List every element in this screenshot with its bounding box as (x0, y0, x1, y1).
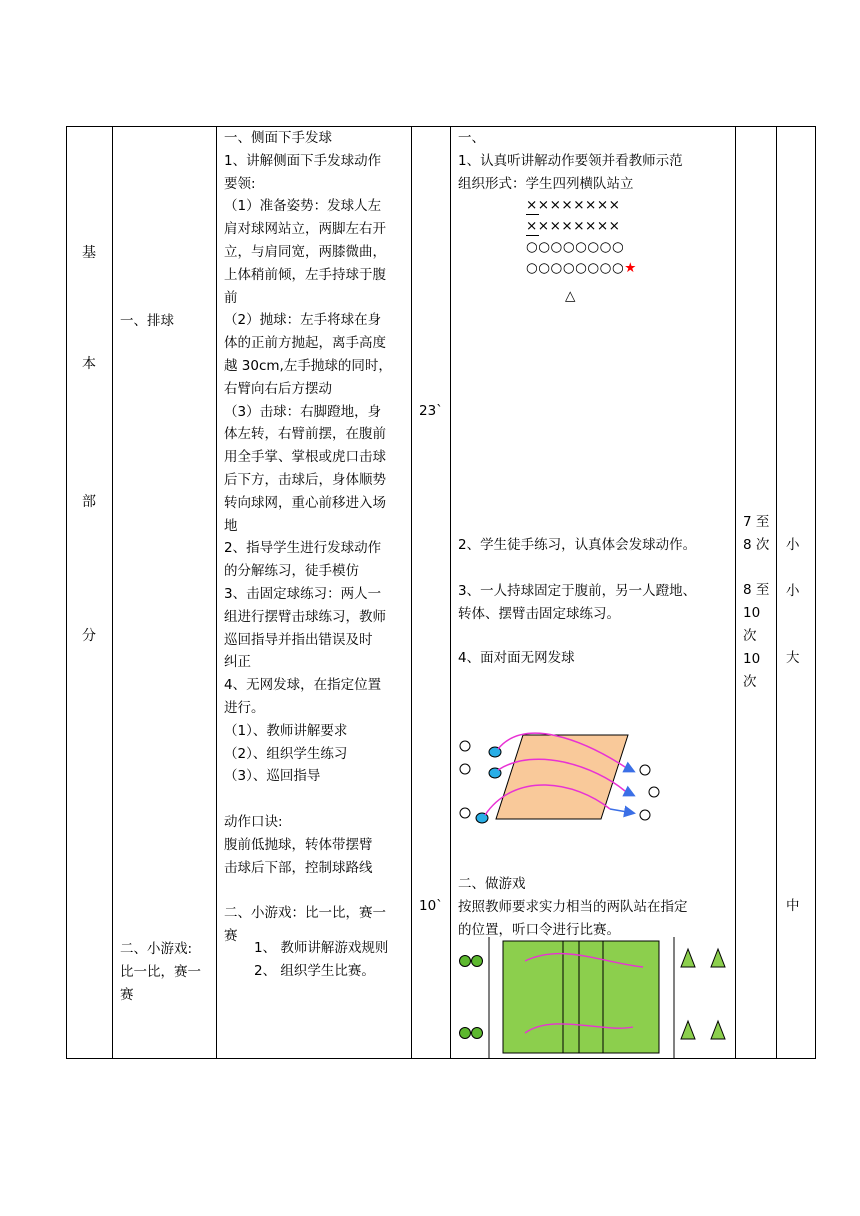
rep-line: 10 (743, 650, 761, 667)
repetitions (743, 511, 775, 693)
player-circle (640, 765, 650, 775)
rep-line: 7 至 (743, 514, 770, 530)
teacher-line (224, 788, 409, 811)
teacher-line: （1）准备姿势：发球人左 (224, 198, 382, 215)
teacher-line: （1）、教师讲解要求 (224, 722, 348, 739)
team-triangle (711, 1021, 725, 1039)
teacher-line: 的分解练习，徒手模仿 (224, 563, 359, 580)
team-player (460, 956, 471, 967)
game-steps (224, 937, 388, 983)
rep-line: 8 次 (743, 536, 770, 553)
part-label-column (67, 127, 112, 1058)
intensity: 小 (786, 537, 800, 553)
teacher-line (224, 879, 409, 902)
rep-line: 10 (743, 605, 761, 622)
teacher-line: 二、小游戏：比一比，赛一 (224, 905, 386, 922)
teacher-line: 1、讲解侧面下手发球动作 (224, 152, 382, 169)
intensity: 小 (786, 583, 800, 599)
team-triangle (711, 949, 725, 967)
intensity: 中 (786, 898, 800, 914)
content-title-game (120, 938, 201, 1006)
student-line: 1、认真听讲解动作要领并看教师示范 (458, 152, 683, 169)
intensity: 大 (786, 650, 800, 666)
rep-line: 次 (743, 627, 757, 644)
teacher-line: 地 (224, 517, 238, 534)
teacher-line: （3）击球：右脚蹬地，身 (224, 403, 382, 420)
teacher-line: 立，与肩同宽，两膝微曲， (224, 243, 386, 260)
game-description (458, 873, 688, 941)
teacher-line: 用全手掌、掌根或虎口击球 (224, 449, 386, 466)
practice-court (496, 735, 628, 819)
rep-spacer (743, 557, 775, 580)
duration: 10` (419, 898, 443, 914)
team-player (460, 1028, 471, 1039)
rep-line: 8 至 (743, 582, 770, 599)
game-diagram (453, 933, 733, 1059)
star-icon: ★ (624, 260, 637, 276)
triangle-icon: △ (565, 288, 576, 304)
formation-row: ○○○○○○○○ (526, 239, 625, 255)
teacher-line: 上体稍前倾，左手持球于腹 (224, 266, 386, 283)
teacher-line: （3）、巡回指导 (224, 768, 321, 785)
teacher-line: 2、指导学生进行发球动作 (224, 540, 382, 557)
player-circle (460, 764, 470, 774)
practice-step (458, 580, 696, 626)
teacher-line: 动作口诀: (224, 813, 283, 830)
game-title-line: 比一比，赛一 (120, 963, 201, 980)
teacher-line: 组进行摆臂击球练习，教师 (224, 608, 386, 625)
part-label-char: 基 (82, 245, 96, 261)
teacher-line: 体左转，右臂前摆，在腹前 (224, 426, 386, 443)
practice-step: 4、面对面无网发球 (458, 650, 575, 666)
teacher-line: 赛 (224, 927, 238, 944)
game-line: 二、做游戏 (458, 876, 526, 892)
student-activities (458, 127, 733, 195)
team-player (472, 956, 483, 967)
part-label-char: 部 (82, 494, 96, 510)
game-line: 按照教师要求实力相当的两队站在指定 (458, 898, 688, 915)
part-label-char: 本 (82, 356, 96, 372)
teacher-line: 要领: (224, 175, 256, 192)
team-triangle (681, 1021, 695, 1039)
formation-circles: ○○○○○○○○ (526, 260, 625, 276)
formation (526, 195, 637, 279)
teacher-line: 转向球网，重心前移进入场 (224, 494, 386, 511)
player-circle (649, 787, 659, 797)
serve-arrow (625, 791, 633, 795)
team-triangle (681, 949, 695, 967)
serve-arrow (610, 809, 633, 813)
teacher-line: 体的正前方抛起，离手高度 (224, 335, 386, 352)
teacher-line: （2）、组织学生练习 (224, 745, 348, 762)
practice-line: 转体、摆臂击固定球练习。 (458, 605, 620, 622)
duration: 23` (419, 403, 443, 419)
serve-diagram (455, 721, 695, 831)
game-step: 2、 组织学生比赛。 (254, 962, 375, 979)
teacher-line: 4、无网发球，在指定位置 (224, 677, 382, 694)
teacher-line: 进行。 (224, 699, 265, 716)
teacher-line: 前 (224, 289, 238, 306)
teacher-line: 纠正 (224, 654, 251, 671)
formation-row (526, 258, 637, 279)
rep-line: 次 (743, 673, 757, 690)
leader-mark (526, 235, 539, 236)
teacher-line: 击球后下部，控制球路线 (224, 859, 373, 876)
formation-row: ×××××××× (526, 197, 621, 213)
teacher-line: 腹前低抛球，转体带摆臂 (224, 836, 373, 853)
teacher-activities (224, 127, 409, 948)
teacher-line: 肩对球网站立，两脚左右开 (224, 221, 386, 238)
teacher-line: 越 30cm,左手抛球的同时， (224, 357, 392, 374)
teacher-line: 3、击固定球练习：两人一 (224, 585, 382, 602)
practice-line: 3、一人持球固定于腹前，另一人蹬地、 (458, 583, 697, 599)
student-line: 一、 (458, 130, 485, 146)
teacher-line: 后下方，击球后，身体顺势 (224, 471, 386, 488)
team-player (472, 1028, 483, 1039)
player-circle (640, 810, 650, 820)
teacher-line: （2）抛球：左手将球在身 (224, 312, 382, 329)
player-circle (460, 741, 470, 751)
game-title-line: 赛 (120, 986, 134, 1003)
content-title: 一、排球 (120, 313, 174, 329)
game-line: 的位置，听口令进行比赛。 (458, 921, 620, 938)
game-title-line: 二、小游戏: (120, 941, 193, 957)
lesson-plan-table (66, 126, 816, 1059)
leader-mark (526, 214, 539, 215)
formation-row: ×××××××× (526, 218, 621, 234)
serve-arrow (625, 767, 633, 771)
game-field (503, 941, 659, 1053)
part-label-char: 分 (82, 628, 96, 644)
student-line: 组织形式：学生四列横队站立 (458, 175, 634, 192)
practice-step: 2、学生徒手练习，认真体会发球动作。 (458, 537, 697, 553)
teacher-line: 右臂向右后方摆动 (224, 380, 332, 397)
game-step: 1、 教师讲解游戏规则 (254, 940, 389, 956)
player-circle (460, 808, 470, 818)
teacher-line: 巡回指导并指出错误及时 (224, 631, 373, 648)
teacher-line: 一、侧面下手发球 (224, 130, 332, 146)
